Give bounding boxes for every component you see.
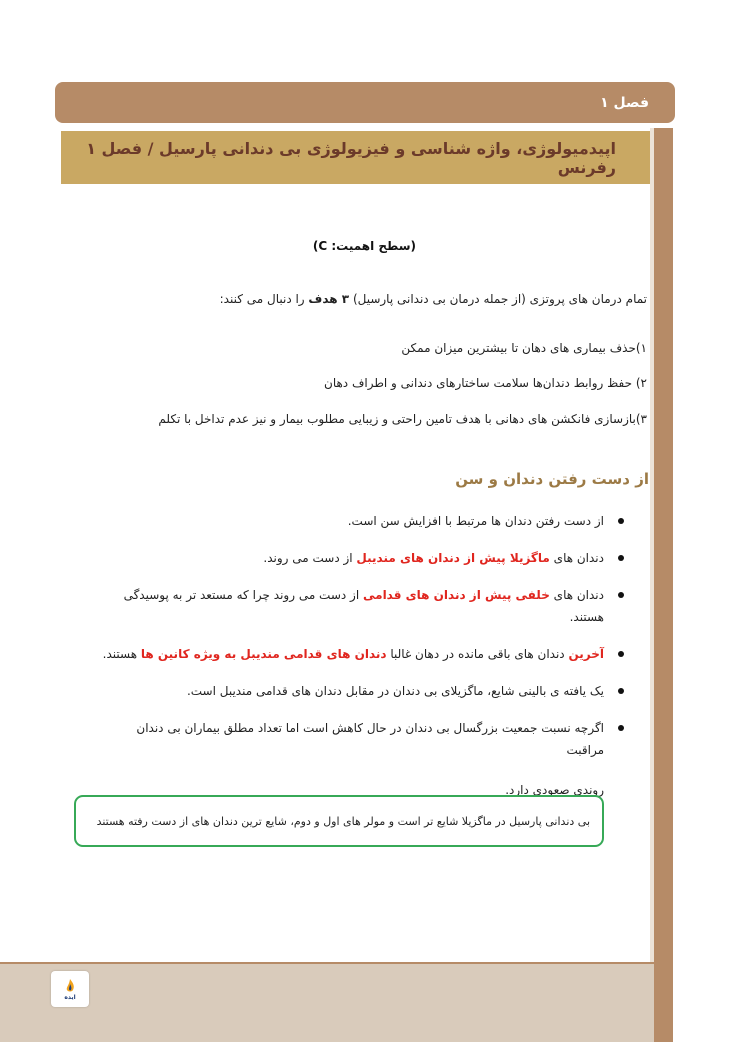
list-item	[96, 510, 628, 532]
footer-band	[0, 962, 654, 1042]
logo-text: ایده	[64, 993, 76, 1001]
side-strip	[654, 128, 673, 1042]
bullet-text: از دست می روند.	[263, 551, 357, 565]
intro-paragraph	[220, 292, 647, 306]
intro-bold: ۳ هدف	[308, 292, 350, 306]
title-box	[61, 131, 650, 184]
intro-before: تمام درمان های پروتزی (از جمله درمان بی دندانی پارسیل)	[349, 292, 647, 306]
bullet-dot-icon	[618, 688, 624, 694]
goal-item-2: ۲) حفظ روابط دندان‌ها سلامت ساختارهای دندانی و اطراف دهان	[324, 376, 647, 390]
chapter-header-bar	[55, 82, 675, 123]
bullet-highlight: ماگزیلا پیش از دندان های مندیبل	[356, 551, 550, 565]
importance-level: (سطح اهمیت: C)	[312, 239, 416, 253]
logo	[51, 971, 89, 1007]
bullet-text: هستند.	[102, 647, 141, 661]
bullet-dot-icon	[618, 651, 624, 657]
intro-after: را دنبال می کنند:	[219, 292, 309, 306]
page-title: اپیدمیولوژی، واژه شناسی و فیزیولوژی بی دندانی پارسیل / فصل ۱ رفرنس	[86, 138, 616, 177]
bullet-text: روندی صعودی دارد.	[505, 783, 604, 797]
goal-item-1: ۱)حذف بیماری های دهان تا بیشترین میزان ممکن	[401, 341, 647, 355]
bullet-highlight: دندان های قدامی مندیبل به ویژه کانین ها	[140, 647, 387, 661]
bullet-list	[96, 510, 628, 801]
list-item	[96, 680, 628, 702]
note-box	[74, 795, 604, 847]
footer-divider	[0, 962, 654, 964]
list-item	[96, 717, 628, 801]
bullet-dot-icon	[618, 518, 624, 524]
bullet-text: یک یافته ی بالینی شایع، ماگزیلای بی دندان در مقابل دندان های قدامی مندیبل است.	[186, 684, 604, 698]
chapter-label: فصل ۱	[600, 94, 649, 111]
note-text: بی دندانی پارسیل در ماگزیلا شایع تر است و مولر های اول و دوم، شایع ترین دندان های از دست رفته هستند	[96, 814, 590, 828]
bullet-dot-icon	[618, 555, 624, 561]
bullet-dot-icon	[618, 592, 624, 598]
bullet-text: از دست رفتن دندان ها مرتبط با افزایش سن است.	[347, 514, 604, 528]
bullet-highlight: آخرین	[568, 647, 604, 661]
bullet-highlight: خلفی پیش از دندان های قدامی	[363, 588, 550, 602]
list-item	[96, 643, 628, 665]
flame-logo-icon	[63, 978, 77, 994]
list-item	[96, 584, 628, 628]
bullet-text: دندان های	[549, 588, 604, 602]
bullet-text: از دست می روند چرا که مستعد تر به پوسیدگی هستند.	[123, 588, 604, 624]
list-item	[96, 547, 628, 569]
bullet-text: دندان های	[549, 551, 604, 565]
bullet-text: دندان های باقی مانده در دهان غالبا	[386, 647, 569, 661]
goal-item-3: ۳)بازسازی فانکشن های دهانی با هدف تامین راحتی و زیبایی مطلوب بیمار و نیز عدم تداخل با تکلم	[158, 412, 647, 426]
section-heading: از دست رفتن دندان و سن	[455, 470, 649, 488]
bullet-text: اگرچه نسبت جمعیت بزرگسال بی دندان در حال کاهش است اما تعداد مطلق بیماران بی دندان مراقبت	[136, 721, 604, 757]
bullet-dot-icon	[618, 725, 624, 731]
